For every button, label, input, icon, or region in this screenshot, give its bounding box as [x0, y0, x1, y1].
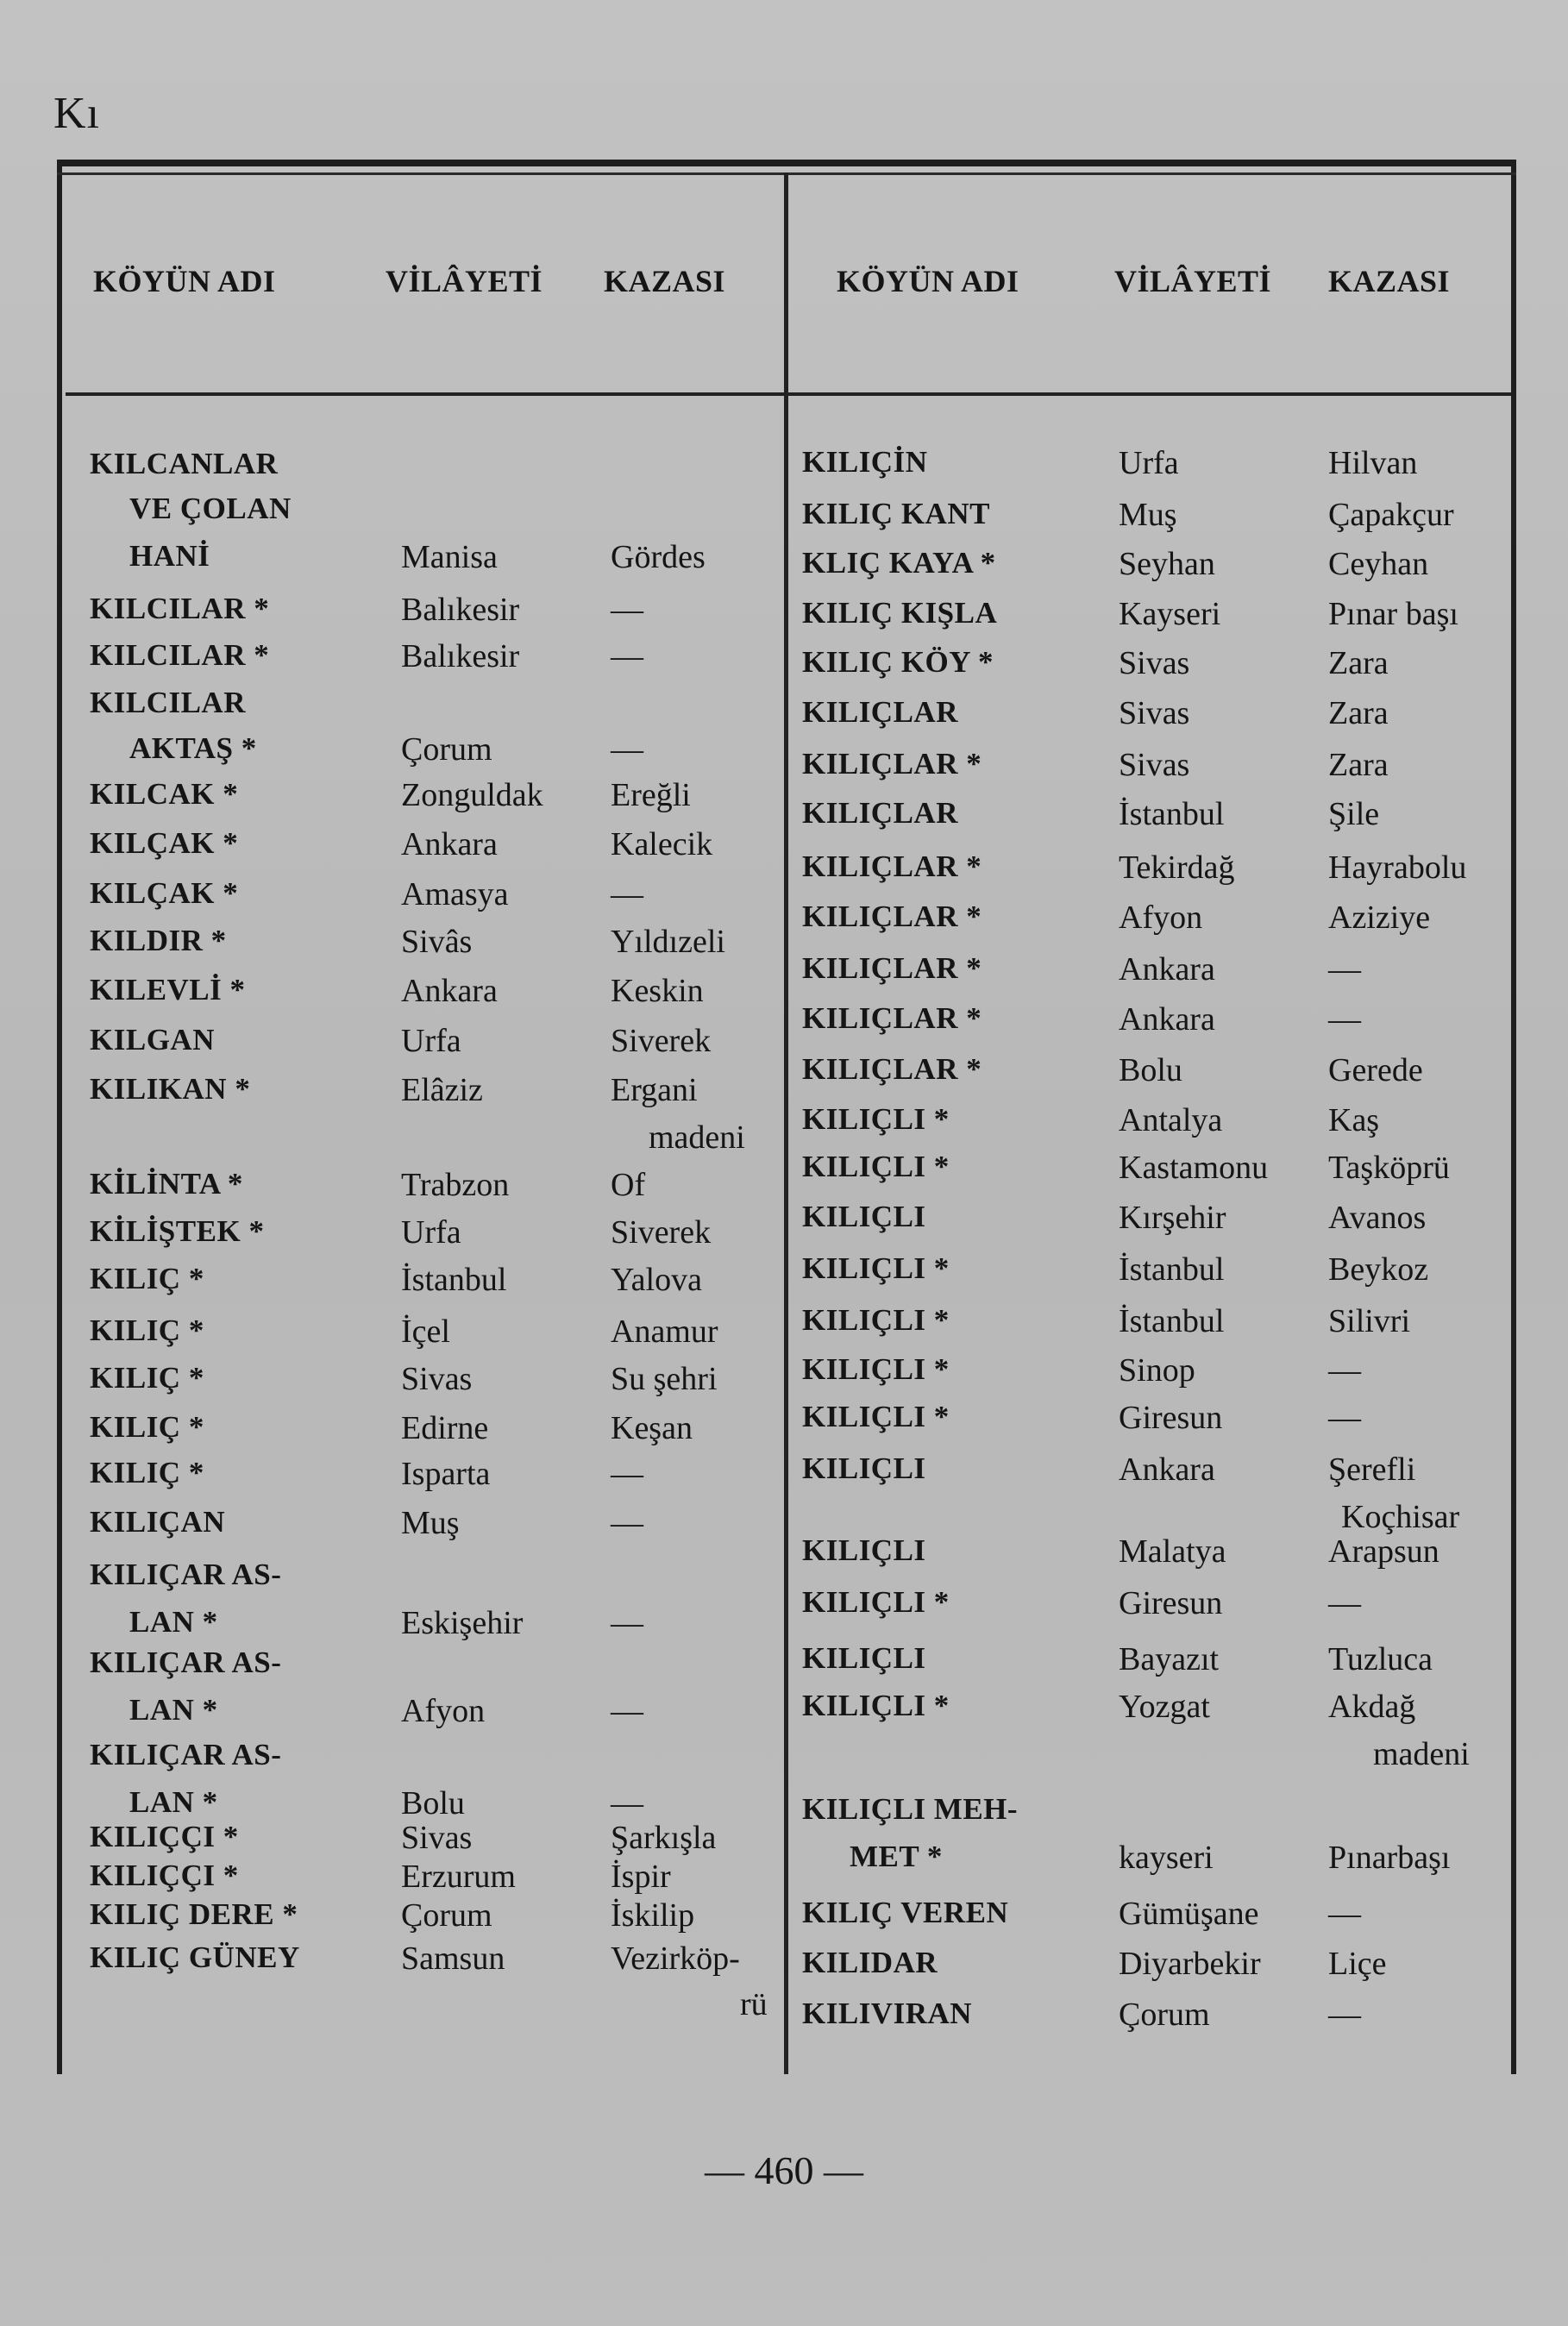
- village-name: KILCILAR: [90, 686, 246, 719]
- village-name: KILIÇAR AS-: [90, 1646, 282, 1679]
- running-head: Kı: [53, 89, 100, 138]
- district: —: [611, 1505, 643, 1541]
- district-continued: rü: [740, 1986, 768, 2022]
- province: Edirne: [401, 1410, 489, 1446]
- district: —: [1328, 1001, 1361, 1038]
- province: kayseri: [1119, 1840, 1214, 1876]
- province: Sivas: [1119, 645, 1190, 681]
- province: Afyon: [401, 1693, 486, 1729]
- province: Çorum: [401, 1897, 492, 1934]
- district: Su şehri: [611, 1361, 718, 1397]
- village-name: KILIÇ KÖY *: [802, 645, 994, 679]
- province: Giresun: [1119, 1585, 1223, 1621]
- province: Ankara: [1119, 1451, 1215, 1488]
- province: Sivas: [401, 1361, 473, 1397]
- district: Yalova: [611, 1262, 702, 1298]
- header-province-left: VİLÂYETİ: [386, 264, 543, 298]
- village-name: KILIÇLAR *: [802, 900, 982, 933]
- village-name: KILIDAR: [802, 1946, 938, 1979]
- village-name: KILIKAN *: [90, 1072, 251, 1106]
- province: Kayseri: [1119, 596, 1221, 632]
- village-name: KILGAN: [90, 1023, 215, 1056]
- header-province-right: VİLÂYETİ: [1114, 264, 1272, 298]
- village-name: KILCILAR *: [90, 592, 270, 625]
- district: Beykoz: [1328, 1251, 1429, 1288]
- province: İstanbul: [401, 1262, 507, 1298]
- village-name: KILIÇLI *: [802, 1251, 950, 1285]
- province: Çorum: [401, 731, 492, 768]
- district-continued: madeni: [649, 1119, 745, 1156]
- district: Pınar başı: [1328, 596, 1458, 632]
- district: Çapakçur: [1328, 497, 1454, 533]
- district: —: [1328, 1400, 1361, 1436]
- village-name: KILIVIRAN: [802, 1997, 973, 2030]
- district: —: [611, 1605, 643, 1641]
- province: İstanbul: [1119, 1303, 1225, 1339]
- province: Ankara: [1119, 951, 1215, 987]
- district: —: [1328, 1896, 1361, 1932]
- village-name: KİLİŞTEK *: [90, 1214, 265, 1248]
- village-name: KILIÇLI *: [802, 1102, 950, 1136]
- village-name: VE ÇOLAN: [129, 492, 292, 525]
- village-name: KILIÇ VEREN: [802, 1896, 1009, 1929]
- district: Anamur: [611, 1313, 718, 1350]
- village-name: KILIÇ *: [90, 1313, 204, 1347]
- province: Amasya: [401, 876, 509, 912]
- district: —: [611, 638, 643, 674]
- village-name: KILIÇLI: [802, 1641, 926, 1675]
- province: Sinop: [1119, 1352, 1195, 1389]
- province: Ankara: [401, 826, 498, 862]
- village-name: KILCAK *: [90, 777, 239, 811]
- district: Taşköprü: [1328, 1150, 1450, 1186]
- district: Tuzluca: [1328, 1641, 1433, 1677]
- village-name: LAN *: [129, 1693, 218, 1727]
- village-name: KILIÇLI: [802, 1533, 926, 1567]
- village-name: MET *: [850, 1840, 943, 1873]
- province: Kastamonu: [1119, 1150, 1269, 1186]
- district: Keskin: [611, 973, 704, 1009]
- village-name: KILIÇLAR *: [802, 747, 982, 781]
- district: Avanos: [1328, 1200, 1427, 1236]
- province: Bolu: [1119, 1052, 1182, 1088]
- province: Ankara: [1119, 1001, 1215, 1038]
- province: Bolu: [401, 1785, 465, 1821]
- province: Afyon: [1119, 900, 1203, 936]
- district: —: [1328, 1585, 1361, 1621]
- header-district-left: KAZASI: [604, 264, 726, 298]
- village-name: KILIÇ GÜNEY: [90, 1940, 300, 1974]
- village-name: HANİ: [129, 539, 210, 573]
- district: Şile: [1328, 796, 1380, 832]
- province: Muş: [401, 1505, 460, 1541]
- province: Kırşehir: [1119, 1200, 1226, 1236]
- village-name: KILIÇLI *: [802, 1303, 950, 1337]
- village-name: KILIÇLI *: [802, 1150, 950, 1183]
- district: İspir: [611, 1859, 671, 1895]
- header-village-name-left: KÖYÜN ADI: [93, 264, 276, 298]
- province: Urfa: [401, 1023, 461, 1059]
- village-name: KILIÇAN: [90, 1505, 226, 1539]
- district: Kalecik: [611, 826, 713, 862]
- province: Elâziz: [401, 1072, 483, 1108]
- district: —: [1328, 951, 1361, 987]
- village-name: KILIÇLAR *: [802, 850, 982, 883]
- village-name: KILIÇÇI *: [90, 1859, 239, 1892]
- district: Yıldızeli: [611, 924, 725, 960]
- village-name: KILIÇ *: [90, 1262, 204, 1295]
- village-name: KILIÇLI *: [802, 1689, 950, 1722]
- district: Akdağ: [1328, 1689, 1416, 1725]
- village-name: KLIÇ KAYA *: [802, 546, 996, 580]
- village-name: KILIÇLI MEH-: [802, 1792, 1019, 1826]
- village-name: KILÇAK *: [90, 826, 239, 860]
- province: Sivâs: [401, 924, 473, 960]
- province: Manisa: [401, 539, 498, 575]
- village-name: KILIÇ DERE *: [90, 1897, 298, 1931]
- province: Eskişehir: [401, 1605, 524, 1641]
- district: —: [1328, 1352, 1361, 1389]
- district: —: [611, 731, 643, 768]
- province: İçel: [401, 1313, 450, 1350]
- province: Seyhan: [1119, 546, 1215, 582]
- province: Giresun: [1119, 1400, 1223, 1436]
- district: Şarkışla: [611, 1820, 717, 1856]
- province: Zonguldak: [401, 777, 543, 813]
- village-name: KILIÇLAR *: [802, 1001, 982, 1035]
- district: Of: [611, 1167, 646, 1203]
- district: Siverek: [611, 1214, 712, 1251]
- province: Urfa: [1119, 445, 1179, 481]
- district: Arapsun: [1328, 1533, 1439, 1570]
- province: Sivas: [401, 1820, 473, 1856]
- district: Zara: [1328, 645, 1389, 681]
- province: Muş: [1119, 497, 1177, 533]
- district: Gerede: [1328, 1052, 1423, 1088]
- header-village-name-right: KÖYÜN ADI: [837, 264, 1019, 298]
- village-name: KILEVLİ *: [90, 973, 246, 1006]
- province: Bayazıt: [1119, 1641, 1220, 1677]
- village-name: KILIÇLAR: [802, 796, 958, 830]
- header-district-right: KAZASI: [1328, 264, 1451, 298]
- province: Urfa: [401, 1214, 461, 1251]
- province: Diyarbekir: [1119, 1946, 1261, 1982]
- village-name: KILIÇAR AS-: [90, 1558, 282, 1591]
- district: Hilvan: [1328, 445, 1418, 481]
- village-name: KILIÇAR AS-: [90, 1738, 282, 1771]
- district: Aziziye: [1328, 900, 1431, 936]
- village-name: AKTAŞ *: [129, 731, 257, 765]
- district: Ereğli: [611, 777, 691, 813]
- district: Liçe: [1328, 1946, 1387, 1982]
- district-continued: Koçhisar: [1341, 1499, 1460, 1535]
- village-name: KİLİNTA *: [90, 1167, 243, 1201]
- village-name: KILIÇLI *: [802, 1352, 950, 1386]
- village-name: KILCANLAR: [90, 447, 279, 480]
- village-name: KILIÇ *: [90, 1456, 204, 1489]
- village-name: KILDIR *: [90, 924, 227, 957]
- province: Sivas: [1119, 747, 1190, 783]
- province: Antalya: [1119, 1102, 1223, 1138]
- header-rule: [66, 392, 1511, 396]
- district: Siverek: [611, 1023, 712, 1059]
- village-name: KILIÇLAR: [802, 695, 958, 729]
- district: Gördes: [611, 539, 706, 575]
- page-number: — 460 —: [705, 2148, 863, 2192]
- province: Balıkesir: [401, 638, 520, 674]
- province: Yozgat: [1119, 1689, 1210, 1725]
- district: —: [1328, 1997, 1361, 2033]
- province: Balıkesir: [401, 592, 520, 628]
- village-name: LAN *: [129, 1785, 218, 1819]
- village-name: KILIÇLI: [802, 1451, 926, 1485]
- village-name: KILIÇ *: [90, 1361, 204, 1395]
- district: Ergani: [611, 1072, 698, 1108]
- district: Keşan: [611, 1410, 693, 1446]
- province: Tekirdağ: [1119, 850, 1235, 886]
- district: —: [611, 1456, 643, 1492]
- province: Sivas: [1119, 695, 1190, 731]
- province: Samsun: [401, 1940, 505, 1977]
- district: —: [611, 1785, 643, 1821]
- district: —: [611, 592, 643, 628]
- province: Çorum: [1119, 1997, 1210, 2033]
- province: İstanbul: [1119, 796, 1225, 832]
- district: Silivri: [1328, 1303, 1411, 1339]
- village-name: KILIÇLI: [802, 1200, 926, 1233]
- province: Malatya: [1119, 1533, 1226, 1570]
- district: Kaş: [1328, 1102, 1380, 1138]
- district: Ceyhan: [1328, 546, 1429, 582]
- district: Şerefli: [1328, 1451, 1416, 1488]
- province: Ankara: [401, 973, 498, 1009]
- village-name: KILÇAK *: [90, 876, 239, 910]
- district: Zara: [1328, 747, 1389, 783]
- village-name: KILCILAR *: [90, 638, 270, 672]
- district-continued: madeni: [1373, 1736, 1470, 1772]
- village-name: KILIÇ *: [90, 1410, 204, 1444]
- province: Isparta: [401, 1456, 491, 1492]
- village-name: KILIÇ KANT: [802, 497, 990, 530]
- district: Zara: [1328, 695, 1389, 731]
- province: İstanbul: [1119, 1251, 1225, 1288]
- district: —: [611, 876, 643, 912]
- village-name: KILIÇÇI *: [90, 1820, 239, 1853]
- district: Hayrabolu: [1328, 850, 1467, 886]
- top-rule: [57, 160, 1516, 166]
- village-name: KILIÇİN: [802, 445, 928, 479]
- village-name: LAN *: [129, 1605, 218, 1639]
- column-divider: [784, 172, 788, 2074]
- province: Trabzon: [401, 1167, 510, 1203]
- village-name: KILIÇ KIŞLA: [802, 596, 998, 630]
- village-name: KILIÇLAR *: [802, 1052, 982, 1086]
- village-name: KILIÇLI *: [802, 1585, 950, 1619]
- village-name: KILIÇLAR *: [802, 951, 982, 985]
- village-name: KILIÇLI *: [802, 1400, 950, 1433]
- province: Gümüşane: [1119, 1896, 1259, 1932]
- district: Vezirköp-: [611, 1940, 740, 1977]
- district: Pınarbaşı: [1328, 1840, 1451, 1876]
- district: İskilip: [611, 1897, 695, 1934]
- district: —: [611, 1693, 643, 1729]
- province: Erzurum: [401, 1859, 516, 1895]
